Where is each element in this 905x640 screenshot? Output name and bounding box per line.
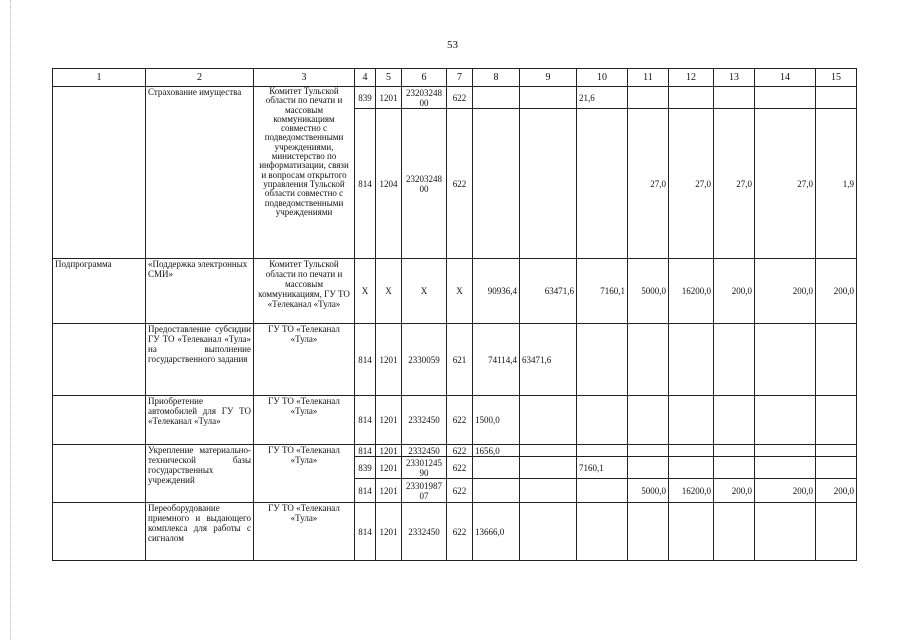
table-cell: 814 bbox=[355, 324, 376, 396]
table-cell: 621 bbox=[447, 324, 473, 396]
table-cell: 839 bbox=[355, 87, 376, 109]
header-cell: 8 bbox=[473, 69, 520, 87]
header-cell: 14 bbox=[755, 69, 816, 87]
executor-name: Комитет Тульской области по печати и массовым коммуникациям совместно с подведомственными учреждениями, министерство по информатизации, связи и вопросам открытого управления Тульской области совместно с подведомственными учреждениями bbox=[254, 87, 355, 259]
table-cell bbox=[628, 503, 669, 561]
table-cell: 622 bbox=[447, 87, 473, 109]
executor-name: Комитет Тульской области по печати и массовым коммуникациям, ГУ ТО «Телеканал «Тула» bbox=[254, 259, 355, 324]
executor-name: ГУ ТО «Телеканал «Тула» bbox=[254, 324, 355, 396]
table-cell: 622 bbox=[447, 479, 473, 503]
table-cell: 13666,0 bbox=[473, 503, 520, 561]
header-cell: 1 bbox=[53, 69, 146, 87]
table-cell bbox=[816, 503, 857, 561]
table-cell: 200,0 bbox=[714, 479, 755, 503]
table-cell bbox=[628, 396, 669, 445]
table-cell: 23301245 90 bbox=[402, 457, 447, 479]
table-cell: 63471,6 bbox=[520, 324, 577, 396]
table-cell: 1201 bbox=[376, 87, 402, 109]
table-cell: Х bbox=[402, 259, 447, 324]
table-cell bbox=[53, 503, 146, 561]
activity-name: Приобретение автомобилей для ГУ ТО «Телеканал «Тула» bbox=[146, 396, 254, 445]
header-cell: 9 bbox=[520, 69, 577, 87]
table-cell bbox=[53, 87, 146, 259]
table-cell bbox=[669, 503, 714, 561]
table-cell bbox=[628, 324, 669, 396]
header-cell: 15 bbox=[816, 69, 857, 87]
table-cell: 814 bbox=[355, 396, 376, 445]
section-label: Подпрограмма bbox=[53, 259, 146, 324]
table-cell bbox=[473, 479, 520, 503]
header-cell: 3 bbox=[254, 69, 355, 87]
table-cell: 200,0 bbox=[816, 259, 857, 324]
table-cell: 814 bbox=[355, 109, 376, 259]
table-cell bbox=[628, 457, 669, 479]
header-cell: 6 bbox=[402, 69, 447, 87]
table-cell: 74114,4 bbox=[473, 324, 520, 396]
table-cell bbox=[755, 445, 816, 457]
table-cell: 23203248 00 bbox=[402, 87, 447, 109]
table-cell: 2332450 bbox=[402, 396, 447, 445]
table-cell: 839 bbox=[355, 457, 376, 479]
table-cell bbox=[53, 324, 146, 396]
activity-name: Укрепление материально-технической базы государственных учреждений bbox=[146, 445, 254, 503]
table-cell bbox=[714, 87, 755, 109]
header-cell: 4 bbox=[355, 69, 376, 87]
table-cell bbox=[520, 87, 577, 109]
table-cell bbox=[816, 457, 857, 479]
executor-name: ГУ ТО «Телеканал «Тула» bbox=[254, 445, 355, 503]
header-cell: 5 bbox=[376, 69, 402, 87]
header-cell: 10 bbox=[577, 69, 628, 87]
table-row bbox=[53, 445, 857, 457]
table-cell: 21,6 bbox=[577, 87, 628, 109]
table-cell: 63471,6 bbox=[520, 259, 577, 324]
table-cell: 1,9 bbox=[816, 109, 857, 259]
table-cell bbox=[816, 445, 857, 457]
table-cell bbox=[714, 445, 755, 457]
table-cell bbox=[577, 109, 628, 259]
table-cell: 622 bbox=[447, 396, 473, 445]
header-cell: 11 bbox=[628, 69, 669, 87]
table-cell: Х bbox=[376, 259, 402, 324]
table-cell: 622 bbox=[447, 445, 473, 457]
table-cell bbox=[669, 396, 714, 445]
table-cell: 1201 bbox=[376, 457, 402, 479]
header-cell: 12 bbox=[669, 69, 714, 87]
header-cell: 2 bbox=[146, 69, 254, 87]
page-number: 53 bbox=[447, 39, 458, 51]
table-cell: 2330059 bbox=[402, 324, 447, 396]
table-cell bbox=[473, 457, 520, 479]
table-cell: 27,0 bbox=[669, 109, 714, 259]
table-cell: 1656,0 bbox=[473, 445, 520, 457]
table-cell bbox=[755, 87, 816, 109]
table-cell: 2332450 bbox=[402, 503, 447, 561]
table-cell bbox=[577, 503, 628, 561]
table-cell bbox=[628, 87, 669, 109]
table-cell: 7160,1 bbox=[577, 457, 628, 479]
table-cell: 814 bbox=[355, 445, 376, 457]
table-cell: 5000,0 bbox=[628, 259, 669, 324]
table-cell bbox=[520, 503, 577, 561]
table-cell: 23301987 07 bbox=[402, 479, 447, 503]
activity-name: Страхование имущества bbox=[146, 87, 254, 259]
table-cell: 1204 bbox=[376, 109, 402, 259]
table-cell: 27,0 bbox=[628, 109, 669, 259]
table-row bbox=[53, 503, 857, 561]
activity-name: Переоборудование приемного и выдающего комплекса для работы с сигналом bbox=[146, 503, 254, 561]
table-cell: 7160,1 bbox=[577, 259, 628, 324]
executor-name: ГУ ТО «Телеканал «Тула» bbox=[254, 503, 355, 561]
table-cell bbox=[577, 324, 628, 396]
table-cell: 200,0 bbox=[755, 259, 816, 324]
table-cell bbox=[520, 457, 577, 479]
table-cell: 27,0 bbox=[755, 109, 816, 259]
table-cell: 1201 bbox=[376, 503, 402, 561]
table-cell bbox=[669, 87, 714, 109]
header-cell: 7 bbox=[447, 69, 473, 87]
table-cell: 1201 bbox=[376, 445, 402, 457]
table-cell bbox=[669, 457, 714, 479]
table-cell bbox=[520, 479, 577, 503]
executor-name: ГУ ТО «Телеканал «Тула» bbox=[254, 396, 355, 445]
table-cell: 622 bbox=[447, 109, 473, 259]
header-cell: 13 bbox=[714, 69, 755, 87]
activity-name: «Поддержка электронных СМИ» bbox=[146, 259, 254, 324]
table-cell: 27,0 bbox=[714, 109, 755, 259]
table-cell bbox=[714, 396, 755, 445]
table-cell: 1201 bbox=[376, 396, 402, 445]
table-cell bbox=[473, 109, 520, 259]
page-margin-guide bbox=[10, 0, 12, 640]
table-cell: 16200,0 bbox=[669, 479, 714, 503]
table-cell: 1201 bbox=[376, 479, 402, 503]
table-cell: 90936,4 bbox=[473, 259, 520, 324]
table-cell: Х bbox=[447, 259, 473, 324]
table-cell bbox=[755, 503, 816, 561]
table-cell: 814 bbox=[355, 479, 376, 503]
table-cell: 16200,0 bbox=[669, 259, 714, 324]
table-cell: 5000,0 bbox=[628, 479, 669, 503]
table-cell bbox=[520, 396, 577, 445]
table-cell bbox=[816, 87, 857, 109]
table-cell bbox=[520, 109, 577, 259]
table-cell bbox=[473, 87, 520, 109]
header-row bbox=[53, 69, 857, 87]
table-cell bbox=[53, 396, 146, 445]
table-row bbox=[53, 396, 857, 445]
table-cell bbox=[577, 445, 628, 457]
table-cell: 200,0 bbox=[816, 479, 857, 503]
table-row bbox=[53, 87, 857, 109]
table-cell bbox=[53, 445, 146, 503]
table-cell bbox=[669, 445, 714, 457]
activity-name: Предоставление субсидии ГУ ТО «Телеканал «Тула» на выполнение государственного задания bbox=[146, 324, 254, 396]
table-cell: Х bbox=[355, 259, 376, 324]
budget-table bbox=[52, 68, 857, 561]
table-cell bbox=[816, 396, 857, 445]
table-cell: 1201 bbox=[376, 324, 402, 396]
table-cell: 814 bbox=[355, 503, 376, 561]
table-cell: 200,0 bbox=[714, 259, 755, 324]
table-cell bbox=[577, 479, 628, 503]
table-cell bbox=[714, 324, 755, 396]
table-cell bbox=[577, 396, 628, 445]
table-cell bbox=[628, 445, 669, 457]
table-cell bbox=[714, 457, 755, 479]
table-cell bbox=[755, 457, 816, 479]
table-cell bbox=[755, 324, 816, 396]
table-row bbox=[53, 324, 857, 396]
table-cell bbox=[816, 324, 857, 396]
table-cell bbox=[755, 396, 816, 445]
table-cell: 23203248 00 bbox=[402, 109, 447, 259]
table-cell: 2332450 bbox=[402, 445, 447, 457]
table-cell: 1500,0 bbox=[473, 396, 520, 445]
table-cell: 622 bbox=[447, 457, 473, 479]
table-row bbox=[53, 259, 857, 324]
table-cell bbox=[669, 324, 714, 396]
table-cell bbox=[520, 445, 577, 457]
table-cell: 200,0 bbox=[755, 479, 816, 503]
table-cell: 622 bbox=[447, 503, 473, 561]
table-cell bbox=[714, 503, 755, 561]
